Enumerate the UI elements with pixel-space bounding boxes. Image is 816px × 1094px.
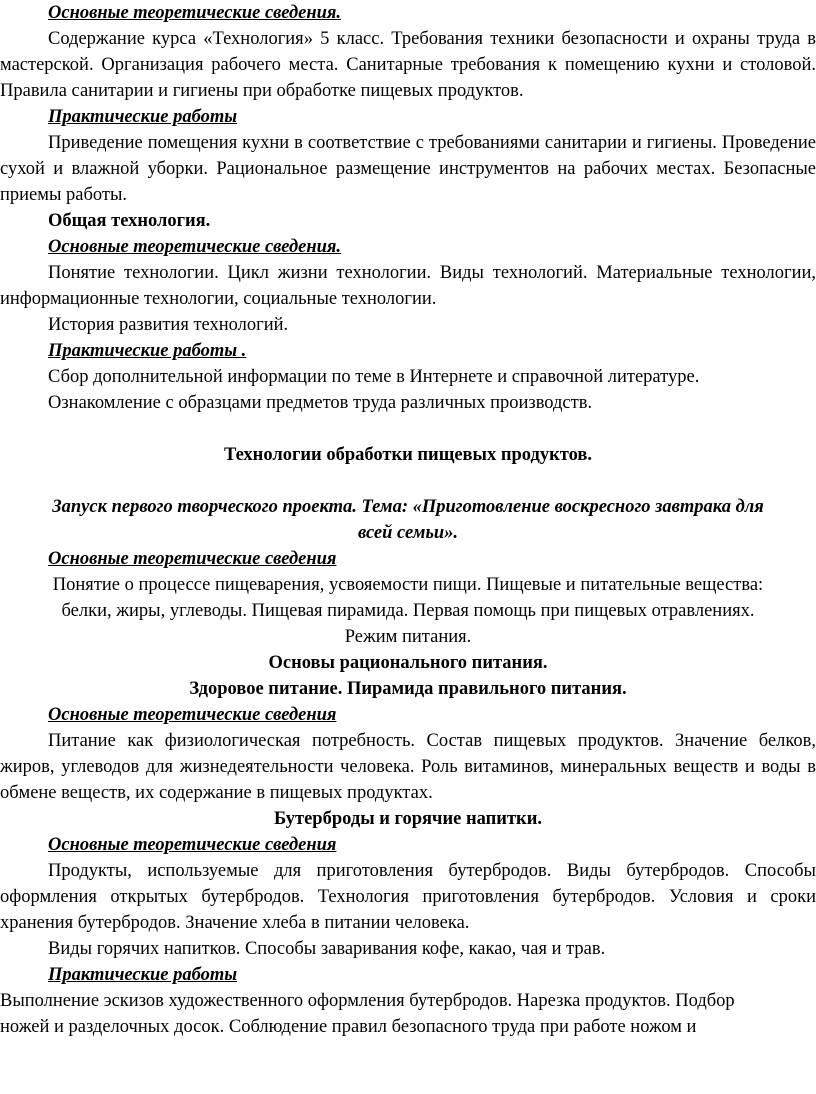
paragraph-hot-drinks: Виды горячих напитков. Способы заваривания кофе, какао, чая и трав.: [48, 939, 606, 959]
heading-theory-2: Основные теоретические сведения.: [48, 237, 342, 257]
sketches-line-1: Выполнение эскизов художественного оформления бутербродов. Нарезка продуктов. Подбор: [0, 991, 735, 1011]
paragraph-sketches: [0, 988, 816, 1040]
heading-sandwiches-drinks: Бутерброды и горячие напитки.: [273, 809, 542, 829]
paragraph-info-collection: Сбор дополнительной информации по теме в Интернете и справочной литературе.: [48, 367, 700, 387]
heading-project-line-1: Запуск первого творческого проекта. Тема: «Приготовление воскресного завтрака для: [52, 497, 764, 517]
sketches-line-2: ножей и разделочных досок. Соблюдение правил безопасного труда при работе ножом и: [0, 1017, 697, 1037]
paragraph-digestion: [0, 572, 816, 650]
heading-theory-4: Основные теоретические сведения: [48, 705, 337, 725]
heading-theory-3: Основные теоретические сведения: [48, 549, 337, 569]
heading-project-line-2: всей семьи».: [357, 523, 459, 543]
paragraph-nutrition-need: Питание как физиологическая потребность. Состав пищевых продуктов. Значение белков, жиров, углеводов для жизнедеятельности человека. Роль витаминов, минеральных веществ и воды в обмене веществ, их содержание в пищевых продуктах.: [0, 731, 816, 803]
heading-practice-3: Практические работы: [48, 965, 238, 985]
digestion-line-3: Режим питания.: [344, 627, 472, 647]
heading-rational-nutrition: Основы рационального питания.: [268, 653, 548, 673]
heading-practice-2: Практические работы .: [48, 341, 247, 361]
paragraph-technology-concept: Понятие технологии. Цикл жизни технологии. Виды технологий. Материальные технологии, информационные технологии, социальные технологии.: [0, 263, 816, 309]
paragraph-samples: Ознакомление с образцами предметов труда различных производств.: [48, 393, 593, 413]
paragraph-sandwiches: Продукты, используемые для приготовления бутербродов. Виды бутербродов. Способы оформления открытых бутербродов. Технология приготовления бутербродов. Условия и сроки хранения бутербродов. Значение хлеба в питании человека.: [0, 861, 816, 933]
paragraph-kitchen-cleaning: Приведение помещения кухни в соответствие с требованиями санитарии и гигиены. Проведение сухой и влажной уборки. Рациональное размещение инструментов на рабочих местах. Безопасные приемы работы.: [0, 133, 816, 205]
paragraph-course-content: Содержание курса «Технология» 5 класс. Требования техники безопасности и охраны труда в мастерской. Организация рабочего места. Санитарные требования к помещению кухни и столовой. Правила санитарии и гигиены при обработке пищевых продуктов.: [0, 29, 816, 101]
heading-food-processing: Технологии обработки пищевых продуктов.: [223, 445, 593, 465]
digestion-line-2: белки, жиры, углеводы. Пищевая пирамида. Первая помощь при пищевых отравлениях.: [61, 601, 755, 621]
digestion-line-1: Понятие о процессе пищеварения, усвояемости пищи. Пищевые и питательные вещества:: [52, 575, 764, 595]
heading-healthy-eating: Здоровое питание. Пирамида правильного питания.: [189, 679, 627, 699]
heading-theory-5: Основные теоретические сведения: [48, 835, 337, 855]
paragraph-technology-history: История развития технологий.: [48, 315, 289, 335]
heading-theory-1: Основные теоретические сведения.: [48, 3, 342, 23]
heading-project-launch: [0, 494, 816, 546]
heading-practice-1: Практические работы: [48, 107, 238, 127]
heading-general-technology: Общая технология.: [48, 211, 211, 231]
